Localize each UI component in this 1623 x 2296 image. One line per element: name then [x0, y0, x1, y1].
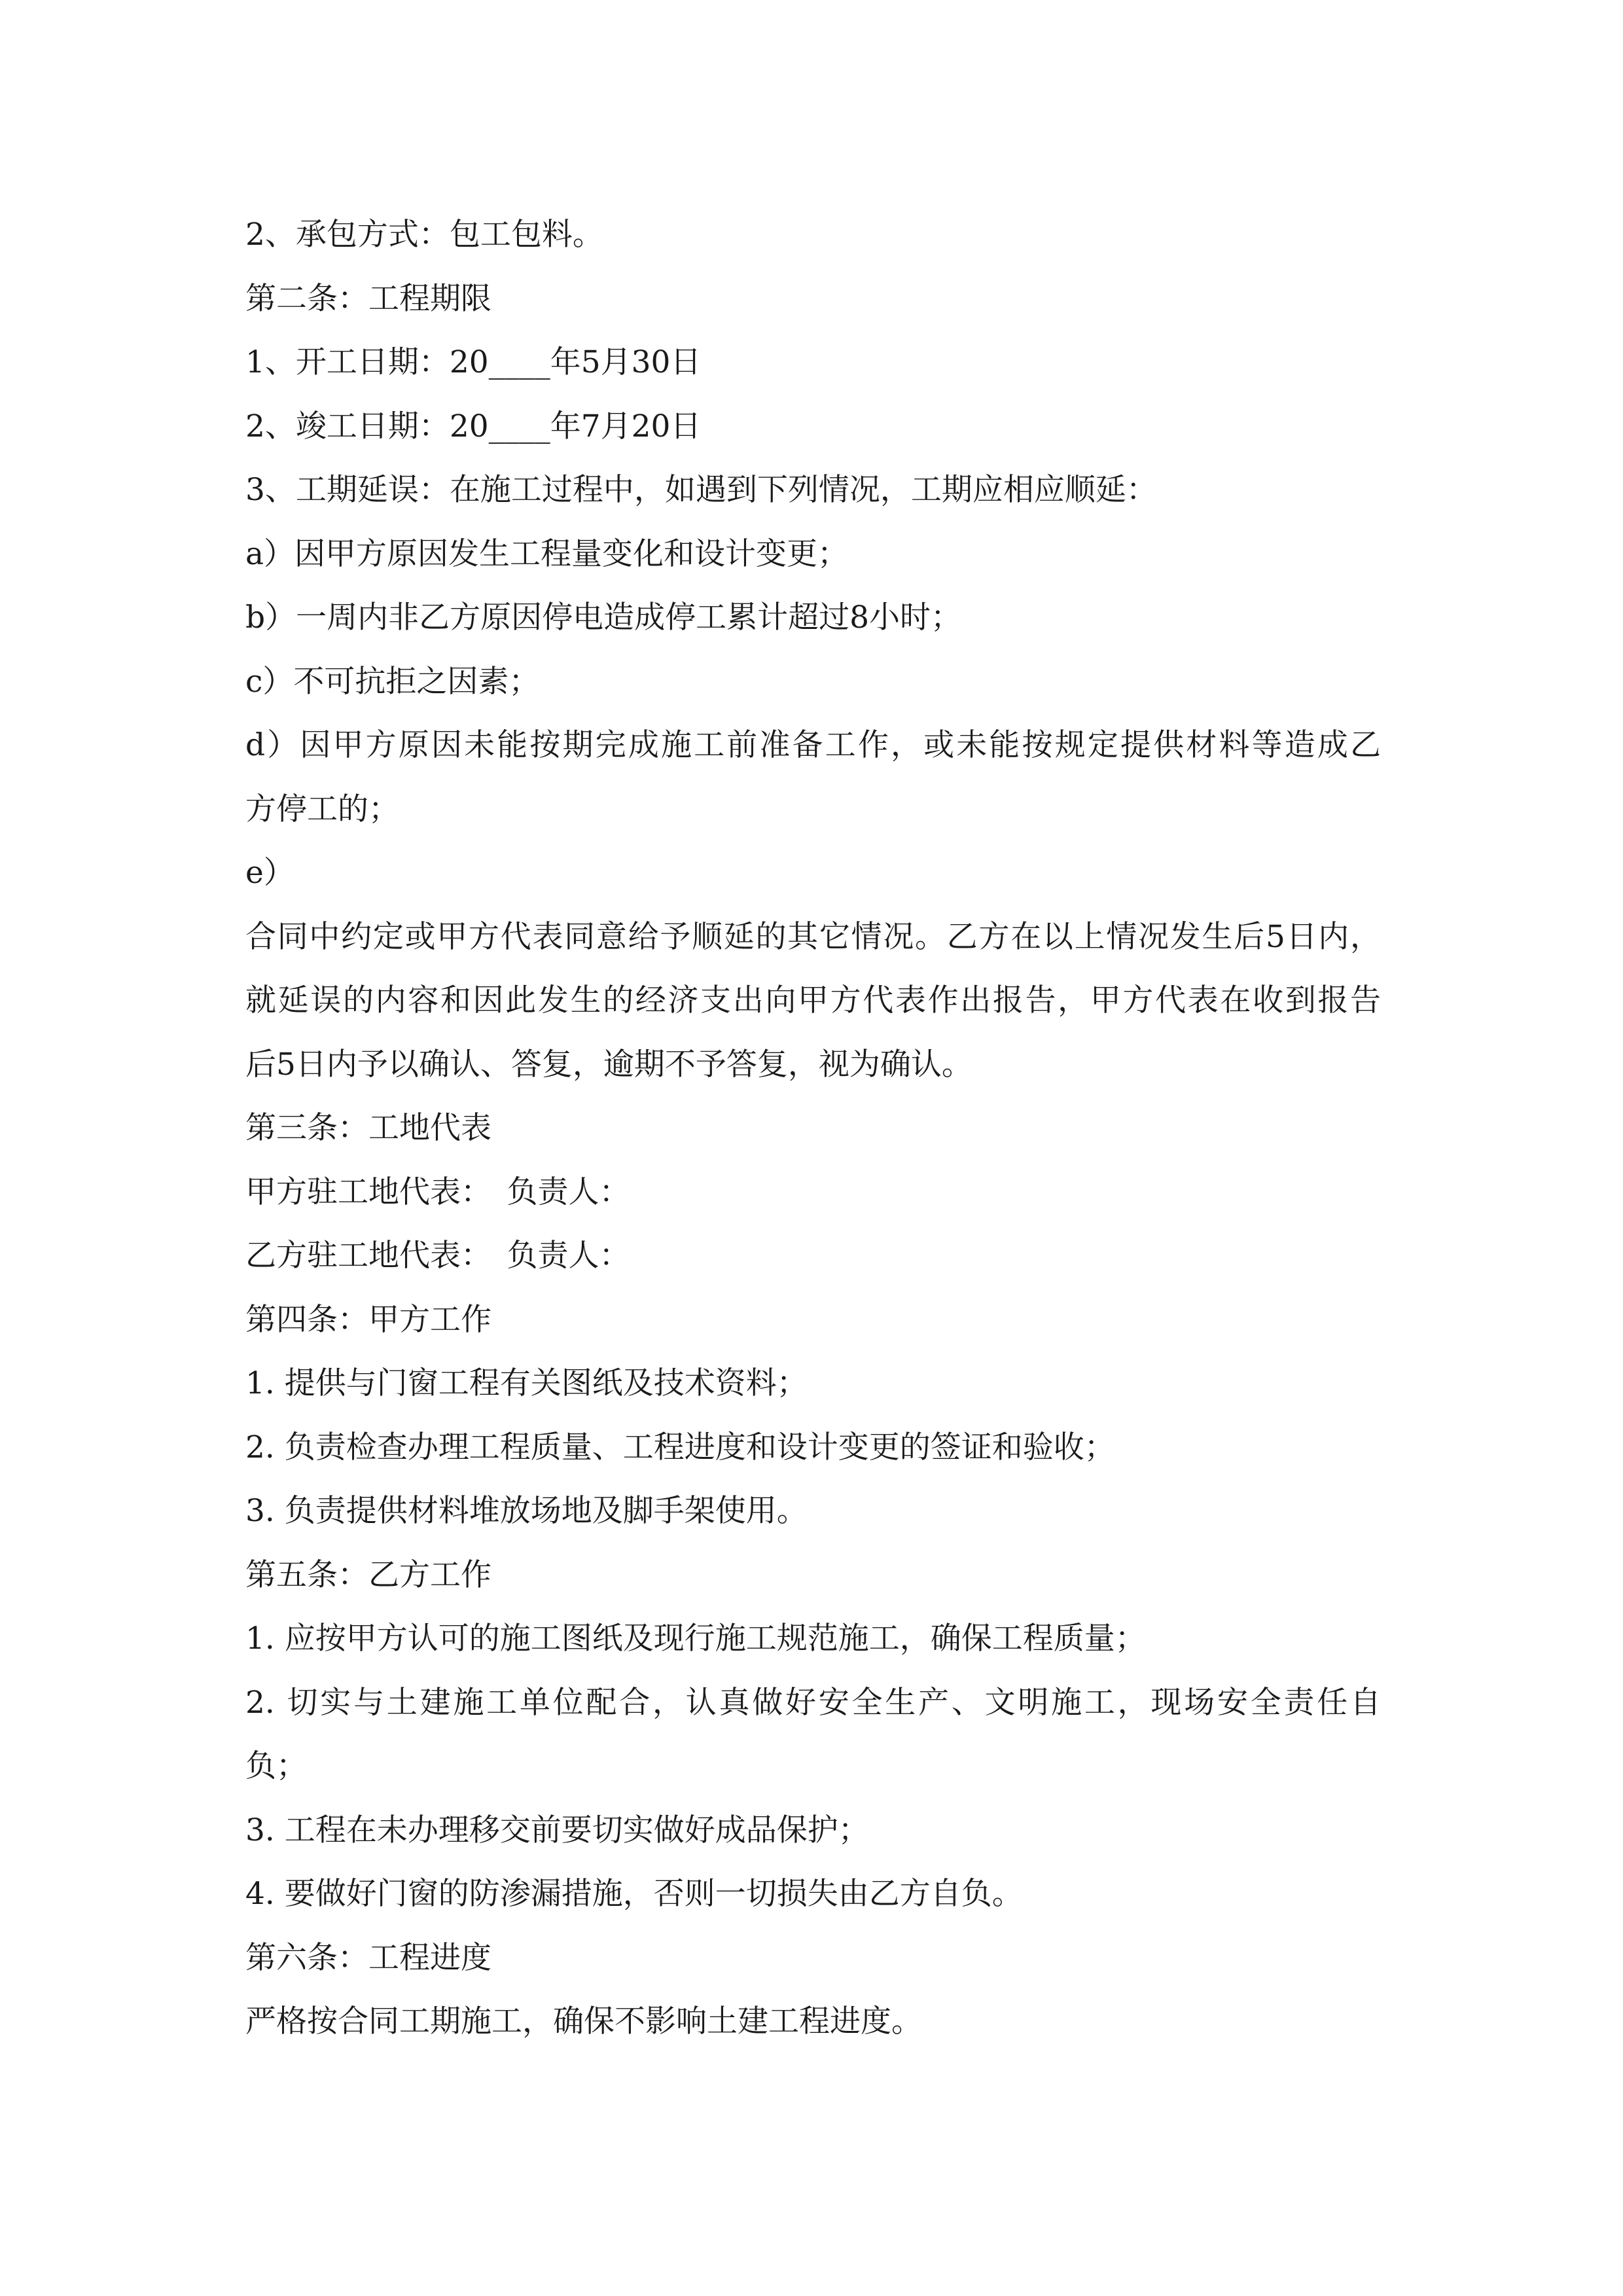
article-6-heading: 第六条：工程进度 — [245, 1939, 491, 1976]
party-b-duty-2-line-2: 负； — [245, 1748, 307, 1784]
delay-item-e-text-line-2: 就延误的内容和因此发生的经济支出向甲方代表作出报告，甲方代表在收到报告 — [245, 982, 1381, 1018]
delay-item-e-text-line-1: 合同中约定或甲方代表同意给予顺延的其它情况。乙方在以上情况发生后5日内， — [245, 918, 1381, 955]
document-body — [245, 203, 1381, 2054]
party-a-duty-2: 2. 负责检查办理工程质量、工程进度和设计变更的签证和验收； — [245, 1429, 1115, 1465]
party-a-duty-1: 1. 提供与门窗工程有关图纸及技术资料； — [245, 1365, 808, 1401]
contract-method-line: 2、承包方式：包工包料。 — [245, 217, 603, 253]
delay-item-b: b）一周内非乙方原因停电造成停工累计超过8小时； — [245, 600, 961, 636]
party-b-duty-2-line-1: 2. 切实与土建施工单位配合，认真做好安全生产、文明施工，现场安全责任自 — [245, 1684, 1381, 1721]
party-b-duty-1: 1. 应按甲方认可的施工图纸及现行施工规范施工，确保工程质量； — [245, 1621, 1146, 1657]
completion-date-line: 2、竣工日期：20____年7月20日 — [245, 408, 702, 444]
delay-item-a: a）因甲方原因发生工程量变化和设计变更； — [245, 535, 849, 572]
party-a-site-rep: 甲方驻工地代表： 负责人： — [245, 1174, 630, 1210]
party-a-duty-3: 3. 负责提供材料堆放场地及脚手架使用。 — [245, 1493, 808, 1529]
article-4-heading: 第四条：甲方工作 — [245, 1301, 491, 1338]
delay-item-d-line-1: d）因甲方原因未能按期完成施工前准备工作，或未能按规定提供材料等造成乙 — [245, 727, 1381, 763]
article-3-heading: 第三条：工地代表 — [245, 1110, 491, 1146]
article-5-heading: 第五条：乙方工作 — [245, 1556, 491, 1593]
delay-item-d-line-2: 方停工的； — [245, 791, 399, 827]
start-date-line: 1、开工日期：20____年5月30日 — [245, 344, 702, 380]
delay-item-e-text-line-3: 后5日内予以确认、答复，逾期不予答复，视为确认。 — [245, 1046, 972, 1083]
party-b-duty-3: 3. 工程在未办理移交前要切实做好成品保护； — [245, 1812, 869, 1848]
party-b-duty-4: 4. 要做好门窗的防渗漏措施，否则一切损失由乙方自负。 — [245, 1876, 1023, 1912]
delay-item-e: e） — [245, 855, 294, 891]
schedule-requirement: 严格按合同工期施工，确保不影响土建工程进度。 — [245, 2003, 922, 2039]
article-2-heading: 第二条：工程期限 — [245, 280, 491, 317]
delay-clause-line: 3、工期延误：在施工过程中，如遇到下列情况，工期应相应顺延： — [245, 472, 1157, 508]
delay-item-c: c）不可抗拒之因素； — [245, 663, 540, 700]
party-b-site-rep: 乙方驻工地代表： 负责人： — [245, 1238, 630, 1274]
